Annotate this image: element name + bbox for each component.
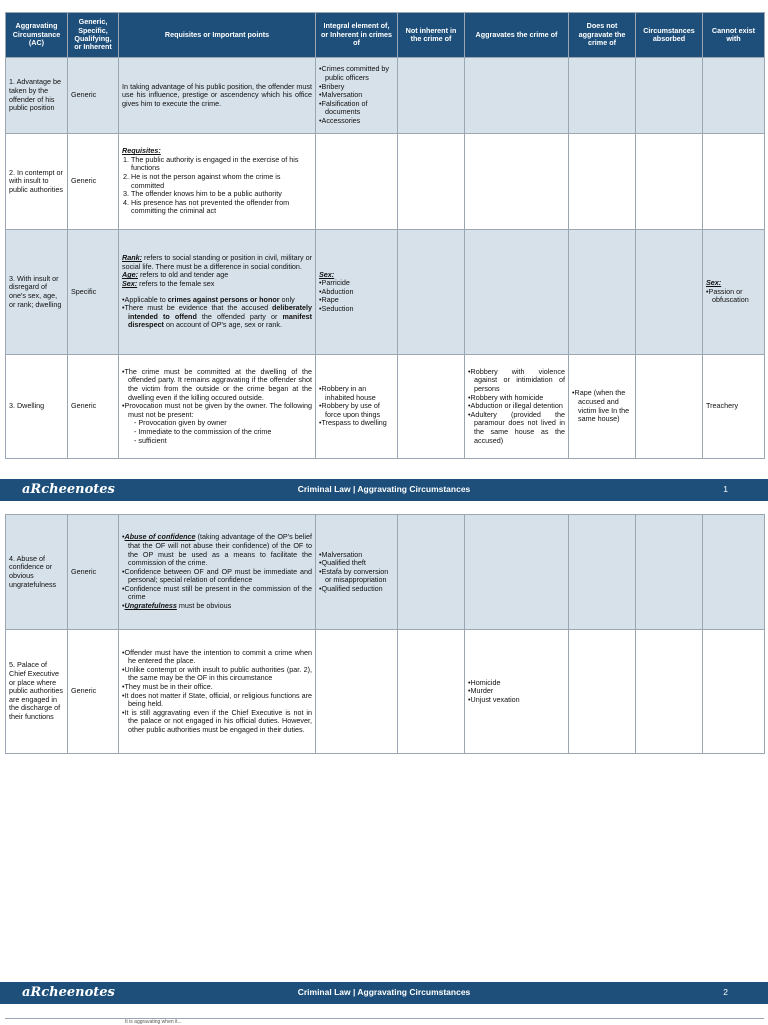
table-row xyxy=(6,355,765,459)
list-item: • Qualified seduction xyxy=(319,585,394,594)
table-row xyxy=(6,630,765,754)
page-footer xyxy=(0,982,768,1004)
header-aggravates: Aggravates the crime of xyxy=(465,13,569,58)
list-item: • Malversation xyxy=(319,551,394,560)
ac-aggravates xyxy=(465,355,569,459)
page-number: 2 xyxy=(723,987,728,997)
header-not-inherent: Not inherent in the crime of xyxy=(398,13,465,58)
ac-not-aggravate xyxy=(569,630,636,754)
brand-logo: aRcheenotes xyxy=(22,985,115,1000)
requisites-title: Requisites: xyxy=(122,146,161,156)
list-item: • Seduction xyxy=(319,305,394,314)
list-item: • Bribery xyxy=(319,83,394,92)
ac-type: Specific xyxy=(68,230,119,355)
list-item: • Adultery (provided the paramour does not lived in the same house as the accused) xyxy=(468,411,565,445)
list-item: • Robbery with violence against or intimidation of persons xyxy=(468,368,565,394)
list-item: • Qualified theft xyxy=(319,559,394,568)
list-item: • The crime must be committed at the dwelling of the offended party. It remains aggravating if the offender shot the victim from the outside or the crime began at the dwelling even if the killing occured outside. xyxy=(122,368,312,402)
ac-aggravates xyxy=(465,58,569,134)
ac-not-inherent xyxy=(398,230,465,355)
header-requisites: Requisites or Important points xyxy=(119,13,316,58)
ac-name: 2. In contempt or with insult to public authorities xyxy=(6,134,68,230)
list-item: • Robbery by use of force upon things xyxy=(319,402,394,419)
ac-not-inherent xyxy=(398,134,465,230)
ac-not-inherent xyxy=(398,58,465,134)
ac-aggravates xyxy=(465,134,569,230)
cut-off-text: It is aggravating when it... xyxy=(125,1019,182,1025)
rank-definition: Rank: refers to social standing or position in civil, military or social life. There must be a difference in social condition. xyxy=(122,253,312,271)
header-cannot-exist: Cannot exist with xyxy=(703,13,765,58)
ac-requisites: In taking advantage of his public position, the offender must use his influence, prestige or ascendency which his office gives him to execute the crime. xyxy=(119,58,316,134)
ac-inherent xyxy=(316,355,398,459)
header-absorbed: Circumstances absorbed xyxy=(636,13,703,58)
list-item: • Homicide xyxy=(468,679,565,688)
header-inherent: Integral element of, or Inherent in crimes of xyxy=(316,13,398,58)
table-row xyxy=(6,58,765,134)
header-not-aggravate: Does not aggravate the crime of xyxy=(569,13,636,58)
list-item: • Rape xyxy=(319,296,394,305)
list-item: • Passion or obfuscation xyxy=(706,288,761,305)
ac-not-aggravate xyxy=(569,58,636,134)
ac-requisites xyxy=(119,230,316,355)
ac-not-aggravate xyxy=(569,515,636,630)
header-type: Generic, Specific, Qualifying, or Inherent xyxy=(68,13,119,58)
ac-absorbed xyxy=(636,515,703,630)
ac-name: 1. Advantage be taken by the offender of his public position xyxy=(6,58,68,134)
ac-requisites xyxy=(119,630,316,754)
header-ac: Aggravating Circumstance (AC) xyxy=(6,13,68,58)
ac-cannot-exist xyxy=(703,58,765,134)
list-item: • Unjust vexation xyxy=(468,696,565,705)
ac-not-aggravate xyxy=(569,355,636,459)
ac-not-inherent xyxy=(398,515,465,630)
aggravating-circumstances-table-page2 xyxy=(5,514,765,754)
list-item: - Immediate to the commission of the crime xyxy=(134,428,312,437)
list-item: • Trespass to dwelling xyxy=(319,419,394,428)
list-item: - sufficient xyxy=(134,437,312,446)
list-item: - Provocation given by owner xyxy=(134,419,312,428)
ac-inherent xyxy=(316,134,398,230)
list-item: • Abuse of confidence (taking advantage of the OP's belief that the OF will not abuse their confidence) of the OF to the OP must be used as a means to facilitate the commission of the crime. xyxy=(122,533,312,567)
list-item: • Rape (when the accused and victim live In the same house) xyxy=(572,389,632,423)
footer-title: Criminal Law | Aggravating Circumstances xyxy=(297,987,471,997)
list-item: • Crimes committed by public officers xyxy=(319,65,394,82)
ac-absorbed xyxy=(636,58,703,134)
ac-type: Generic xyxy=(68,134,119,230)
ac-aggravates xyxy=(465,230,569,355)
ac-absorbed xyxy=(636,230,703,355)
list-item: • There must be evidence that the accused deliberately intended to offend the offended party or manifest disrespect on account of OP's age, sex or rank. xyxy=(122,304,312,330)
list-item: • Robbery in an inhabited house xyxy=(319,385,394,402)
list-item: • Confidence between OF and OP must be immediate and personal; special relation of confidence xyxy=(122,568,312,585)
list-item: • Estafa by conversion or misappropriation xyxy=(319,568,394,585)
sex-definition: Sex: refers to the female sex xyxy=(122,278,215,288)
list-item: • Abduction or illegal detention xyxy=(468,402,565,411)
ac-name: 3. Dwelling xyxy=(6,355,68,459)
table-row xyxy=(6,230,765,355)
ac-name: 5. Palace of Chief Executive or place where public authorities are engaged in the discharge of their functions xyxy=(6,630,68,754)
list-item: 2. He is not the person against whom the crime is committed xyxy=(131,173,312,190)
list-item: • Robbery with homicide xyxy=(468,394,565,403)
ac-name: 4. Abuse of confidence or obvious ungratefulness xyxy=(6,515,68,630)
page-footer xyxy=(0,479,768,501)
age-definition: Age: refers to old and tender age xyxy=(122,270,229,280)
ac-inherent xyxy=(316,515,398,630)
ac-cannot-exist xyxy=(703,134,765,230)
ac-absorbed xyxy=(636,355,703,459)
ac-not-aggravate xyxy=(569,134,636,230)
list-item: • They must be in their office. xyxy=(122,683,312,692)
ac-cannot-exist xyxy=(703,630,765,754)
list-item: • Falsification of documents xyxy=(319,100,394,117)
list-item: 1. The public authority is engaged in the exercise of his functions xyxy=(131,156,312,173)
list-item: • Confidence must still be present in the commission of the crime xyxy=(122,585,312,602)
list-item: • Offender must have the intention to commit a crime when he entered the place. xyxy=(122,649,312,666)
ac-not-inherent xyxy=(398,630,465,754)
ac-not-inherent xyxy=(398,355,465,459)
ac-requisites xyxy=(119,515,316,630)
list-item: • Accessories xyxy=(319,117,394,126)
ac-requisites xyxy=(119,355,316,459)
ac-type: Generic xyxy=(68,355,119,459)
ac-absorbed xyxy=(636,134,703,230)
list-item: • Ungratefulness must be obvious xyxy=(122,602,312,611)
ac-type: Generic xyxy=(68,515,119,630)
ac-name: 3. With insult or disregard of one's sex, age, or rank; dwelling xyxy=(6,230,68,355)
list-item: • Malversation xyxy=(319,91,394,100)
list-item: 3. The offender knows him to be a public authority xyxy=(131,190,312,199)
table-header-row xyxy=(6,13,765,58)
ac-cannot-exist: Sex: • Passion or obfuscation xyxy=(703,230,765,355)
ac-absorbed xyxy=(636,630,703,754)
ac-inherent xyxy=(316,58,398,134)
list-item: • Abduction xyxy=(319,288,394,297)
list-item: 4. His presence has not prevented the offender from committing the criminal act xyxy=(131,199,312,216)
ac-aggravates xyxy=(465,515,569,630)
ac-inherent: Sex: • Parricide • Abduction • Rape • Seduction xyxy=(316,230,398,355)
ac-type: Generic xyxy=(68,630,119,754)
list-item: • Applicable to crimes against persons or honor only xyxy=(122,296,312,305)
table-row xyxy=(6,515,765,630)
brand-logo: aRcheenotes xyxy=(22,482,115,497)
table-row xyxy=(6,134,765,230)
ac-requisites xyxy=(119,134,316,230)
list-item: • Murder xyxy=(468,687,565,696)
list-item: • Provocation must not be given by the owner. The following must not be present: xyxy=(122,402,312,419)
footer-title: Criminal Law | Aggravating Circumstances xyxy=(297,484,471,494)
ac-type: Generic xyxy=(68,58,119,134)
ac-not-aggravate xyxy=(569,230,636,355)
ac-cannot-exist xyxy=(703,515,765,630)
ac-inherent xyxy=(316,630,398,754)
list-item: • Parricide xyxy=(319,279,394,288)
ac-cannot-exist: Treachery xyxy=(703,355,765,459)
list-item: • It is still aggravating even if the Chief Executive is not in the palace or not engaged in his official duties. However, other public authorities must be engaged in their duties. xyxy=(122,709,312,735)
aggravating-circumstances-table-page1 xyxy=(5,12,765,459)
ac-aggravates xyxy=(465,630,569,754)
list-item: • Unlike contempt or with insult to public authorities (par. 2), the same may be the OF in this circumstance xyxy=(122,666,312,683)
list-item: • It does not matter if State, official, or religious functions are being held. xyxy=(122,692,312,709)
page-number: 1 xyxy=(723,484,728,494)
